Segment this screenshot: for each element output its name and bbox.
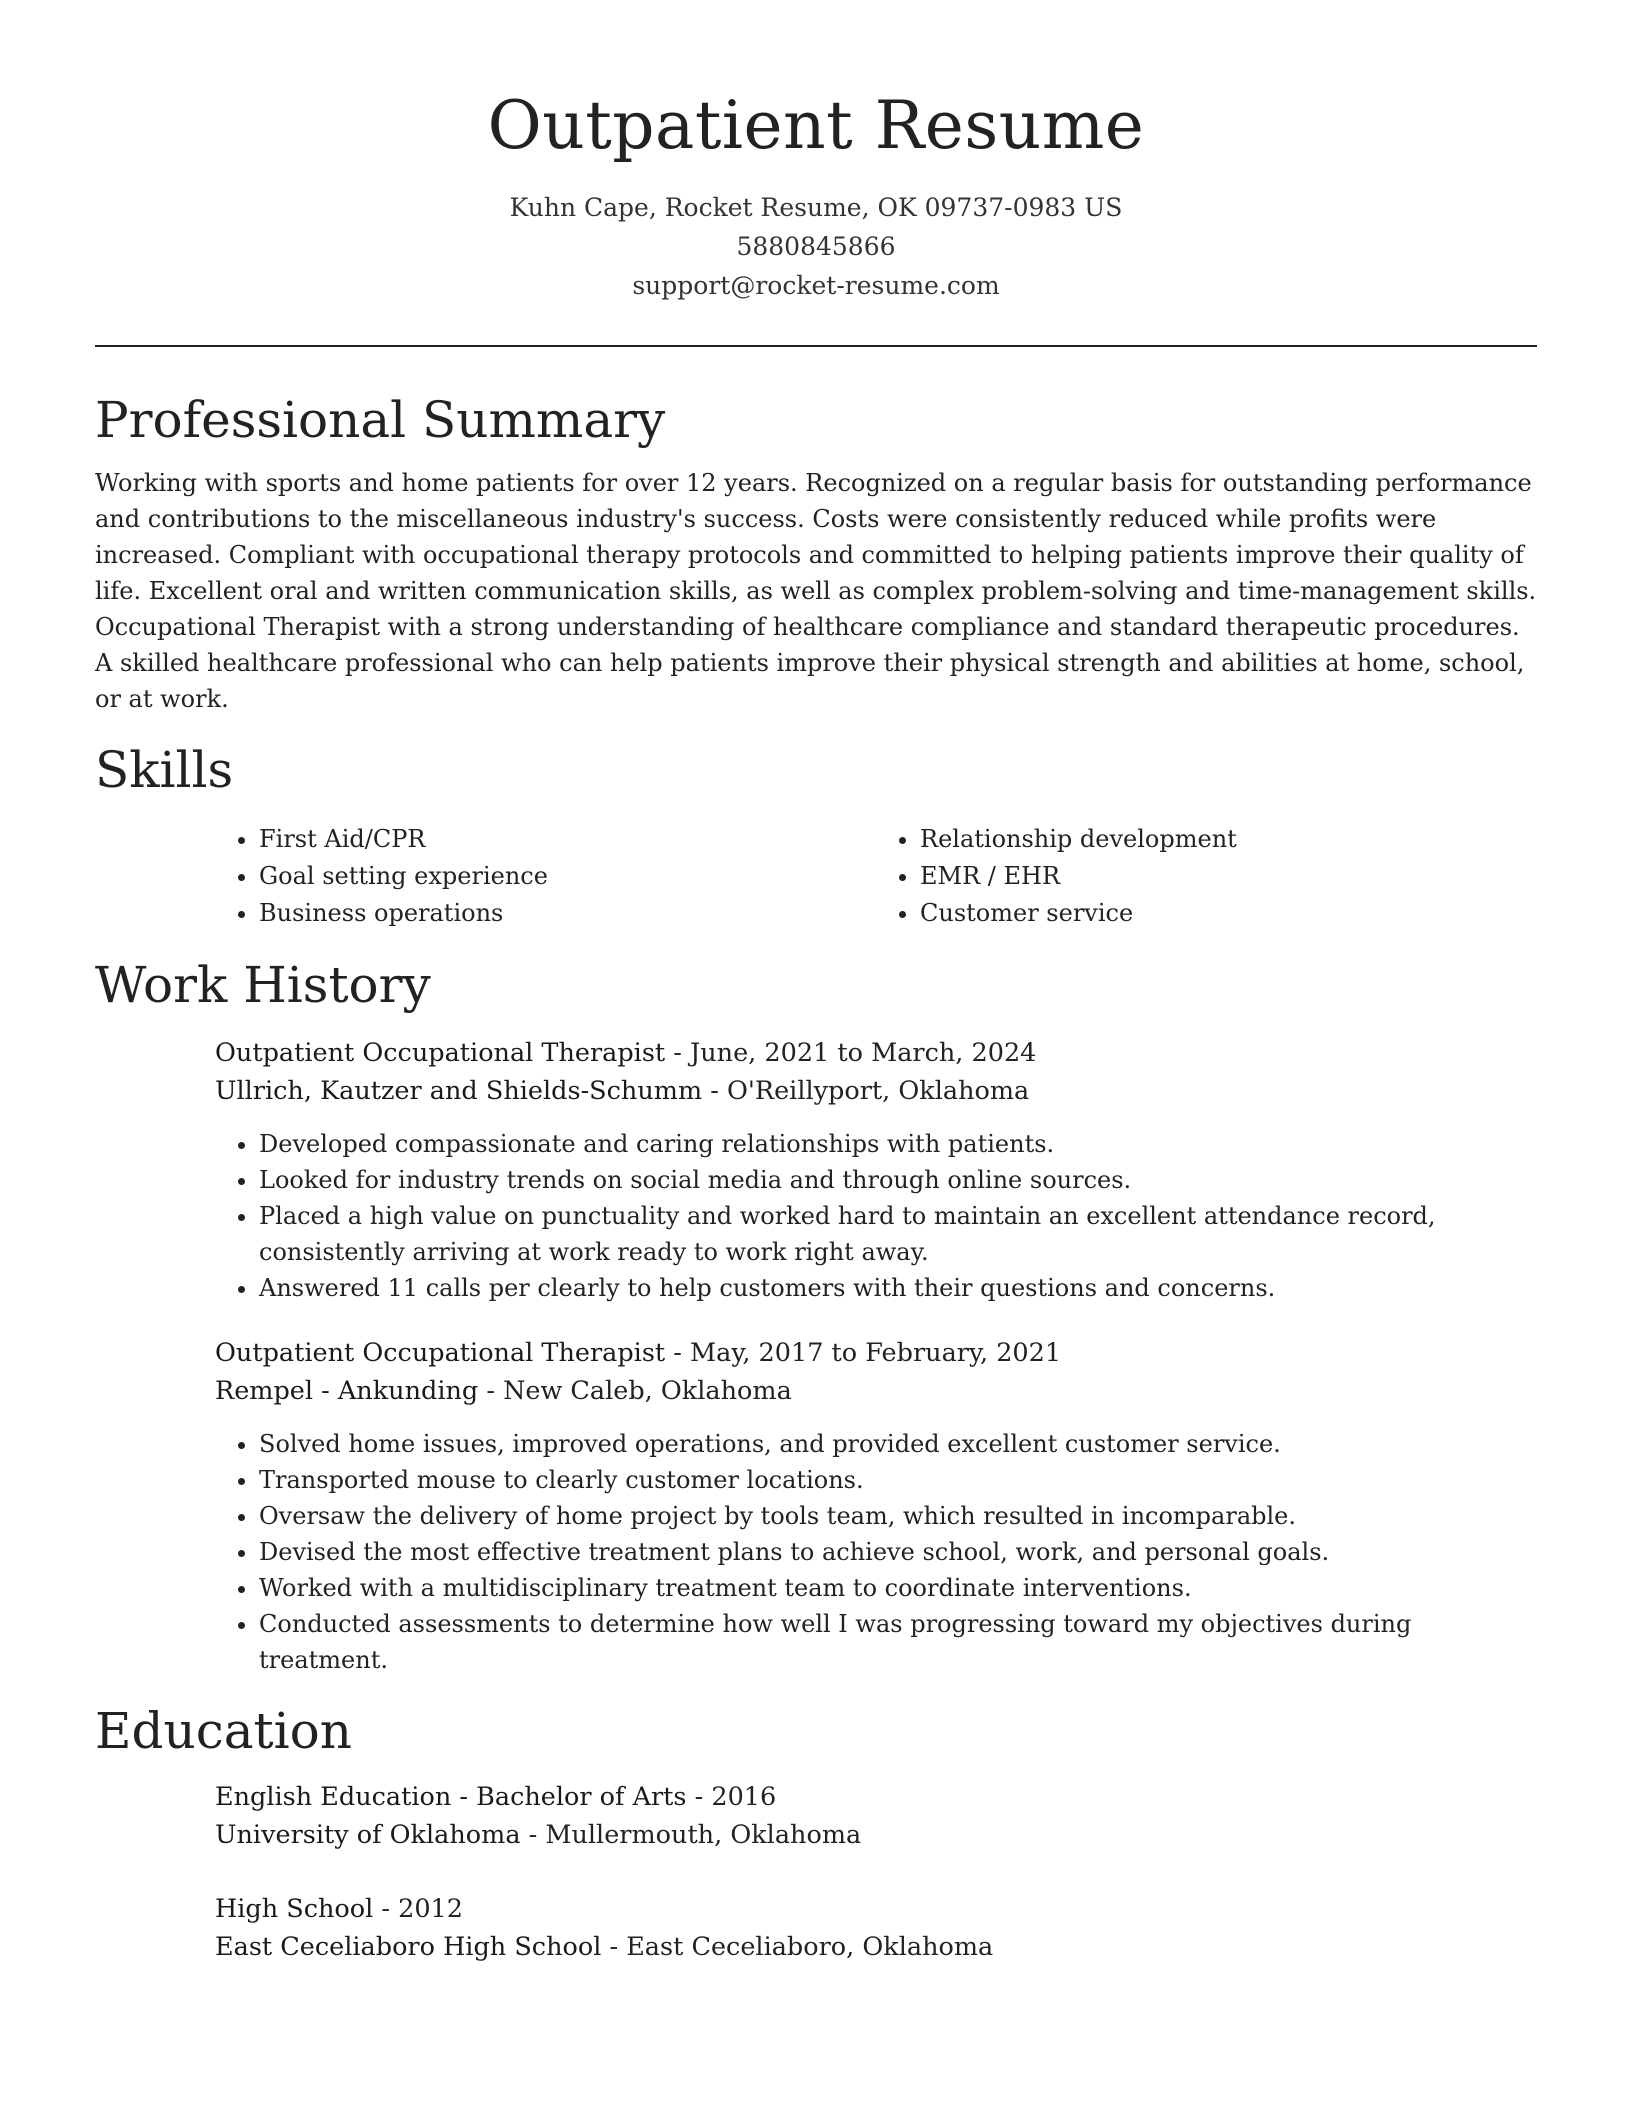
- summary-heading: Professional Summary: [95, 391, 666, 449]
- job-company-line: Rempel - Ankunding - New Caleb, Oklahoma: [215, 1376, 792, 1406]
- job-duty: • Oversaw the delivery of home project by tools team, which resulted in incomparable.: [259, 1498, 1537, 1534]
- job-company-line: Ullrich, Kautzer and Shields-Schumm - O'Reillyport, Oklahoma: [215, 1076, 1030, 1106]
- job-duty: • Looked for industry trends on social media and through online sources.: [259, 1162, 1537, 1198]
- skill-item: • Business operations: [259, 895, 876, 932]
- edu-school-line: East Ceceliaboro High School - East Ceceliaboro, Oklahoma: [215, 1932, 994, 1962]
- edu-degree: English Education - Bachelor of Arts: [215, 1782, 687, 1812]
- skill-item: • First Aid/CPR: [259, 821, 876, 858]
- job-duty: • Devised the most effective treatment plans to achieve school, work, and personal goals.: [259, 1534, 1537, 1570]
- job-duty: • Transported mouse to clearly customer locations.: [259, 1462, 1537, 1498]
- job-duty: • Placed a high value on punctuality and worked hard to maintain an excellent attendance record, consistently arriving at work ready to work right away.: [259, 1198, 1537, 1270]
- education-heading: Education: [95, 1702, 352, 1760]
- job-location: New Caleb, Oklahoma: [503, 1376, 792, 1406]
- skill-item: • Goal setting experience: [259, 858, 876, 895]
- edu-year: 2012: [398, 1894, 464, 1924]
- summary-text: Working with sports and home patients for over 12 years. Recognized on a regular basis for outstanding performance and contributions to the miscellaneous industry's success. Costs were consistently reduced while profits were increased. Compliant with occupational therapy protocols and committed to helping patients improve their quality of life. Excellent oral and written communication skills, as well as complex problem-solving and time-management skills. Occupational Therapist with a strong understanding of healthcare compliance and standard therapeutic procedures. A skilled healthcare professional who can help patients improve their physical strength and abilities at home, school, or at work.: [95, 469, 1537, 713]
- summary-section: [95, 387, 1537, 717]
- edu-degree-line: English Education - Bachelor of Arts - 2016: [215, 1782, 777, 1812]
- job-title: Outpatient Occupational Therapist: [215, 1038, 666, 1068]
- work-history-heading: Work History: [95, 956, 431, 1014]
- job-location: O'Reillyport, Oklahoma: [726, 1076, 1030, 1106]
- email: support@rocket-resume.com: [632, 271, 1000, 300]
- work-history-section: [95, 952, 1537, 1678]
- skills-section: [95, 737, 1537, 932]
- resume-title: Outpatient Resume: [487, 87, 1145, 164]
- edu-location: East Ceceliaboro, Oklahoma: [626, 1932, 994, 1962]
- job-title: Outpatient Occupational Therapist: [215, 1338, 666, 1368]
- education-entry: [215, 1778, 1537, 1854]
- job-title-line: Outpatient Occupational Therapist - May, 2017 to February, 2021: [215, 1338, 1062, 1368]
- job-duty: • Developed compassionate and caring relationships with patients.: [259, 1126, 1537, 1162]
- job-duty: • Solved home issues, improved operations, and provided excellent customer service.: [259, 1426, 1537, 1462]
- education-entry: [215, 1890, 1537, 1966]
- job-dates: June, 2021 to March, 2024: [690, 1038, 1037, 1068]
- job-dates: May, 2017 to February, 2021: [690, 1338, 1062, 1368]
- job-title-line: Outpatient Occupational Therapist - June, 2021 to March, 2024: [215, 1038, 1037, 1068]
- job-entry: [215, 1334, 1537, 1678]
- edu-location: Mullermouth, Oklahoma: [545, 1820, 862, 1850]
- resume-header: [95, 0, 1537, 305]
- edu-school: East Ceceliaboro High School: [215, 1932, 602, 1962]
- edu-school-line: University of Oklahoma - Mullermouth, Oklahoma: [215, 1820, 862, 1850]
- skill-item: • EMR / EHR: [920, 858, 1537, 895]
- edu-year: 2016: [711, 1782, 777, 1812]
- job-duty: • Conducted assessments to determine how well I was progressing toward my objectives during treatment.: [259, 1606, 1537, 1678]
- edu-school: University of Oklahoma: [215, 1820, 521, 1850]
- header-divider: [95, 345, 1537, 347]
- skill-item: • Relationship development: [920, 821, 1537, 858]
- job-duty: • Worked with a multidisciplinary treatment team to coordinate interventions.: [259, 1570, 1537, 1606]
- job-entry: [215, 1034, 1537, 1306]
- skills-heading: Skills: [95, 741, 234, 799]
- skills-list: [215, 821, 1537, 932]
- address: Kuhn Cape, Rocket Resume, OK 09737-0983 US: [509, 193, 1123, 222]
- edu-degree: High School: [215, 1894, 374, 1924]
- job-duties: [215, 1126, 1537, 1306]
- job-company: Ullrich, Kautzer and Shields-Schumm: [215, 1076, 703, 1106]
- contact-info: [95, 188, 1537, 305]
- skills-column-right: [876, 821, 1537, 932]
- edu-degree-line: High School - 2012: [215, 1894, 464, 1924]
- job-duty: • Answered 11 calls per clearly to help customers with their questions and concerns.: [259, 1270, 1537, 1306]
- education-section: [95, 1698, 1537, 1966]
- phone: 5880845866: [736, 232, 896, 261]
- job-duties: [215, 1426, 1537, 1678]
- job-company: Rempel - Ankunding: [215, 1376, 479, 1406]
- skill-item: • Customer service: [920, 895, 1537, 932]
- skills-column-left: [215, 821, 876, 932]
